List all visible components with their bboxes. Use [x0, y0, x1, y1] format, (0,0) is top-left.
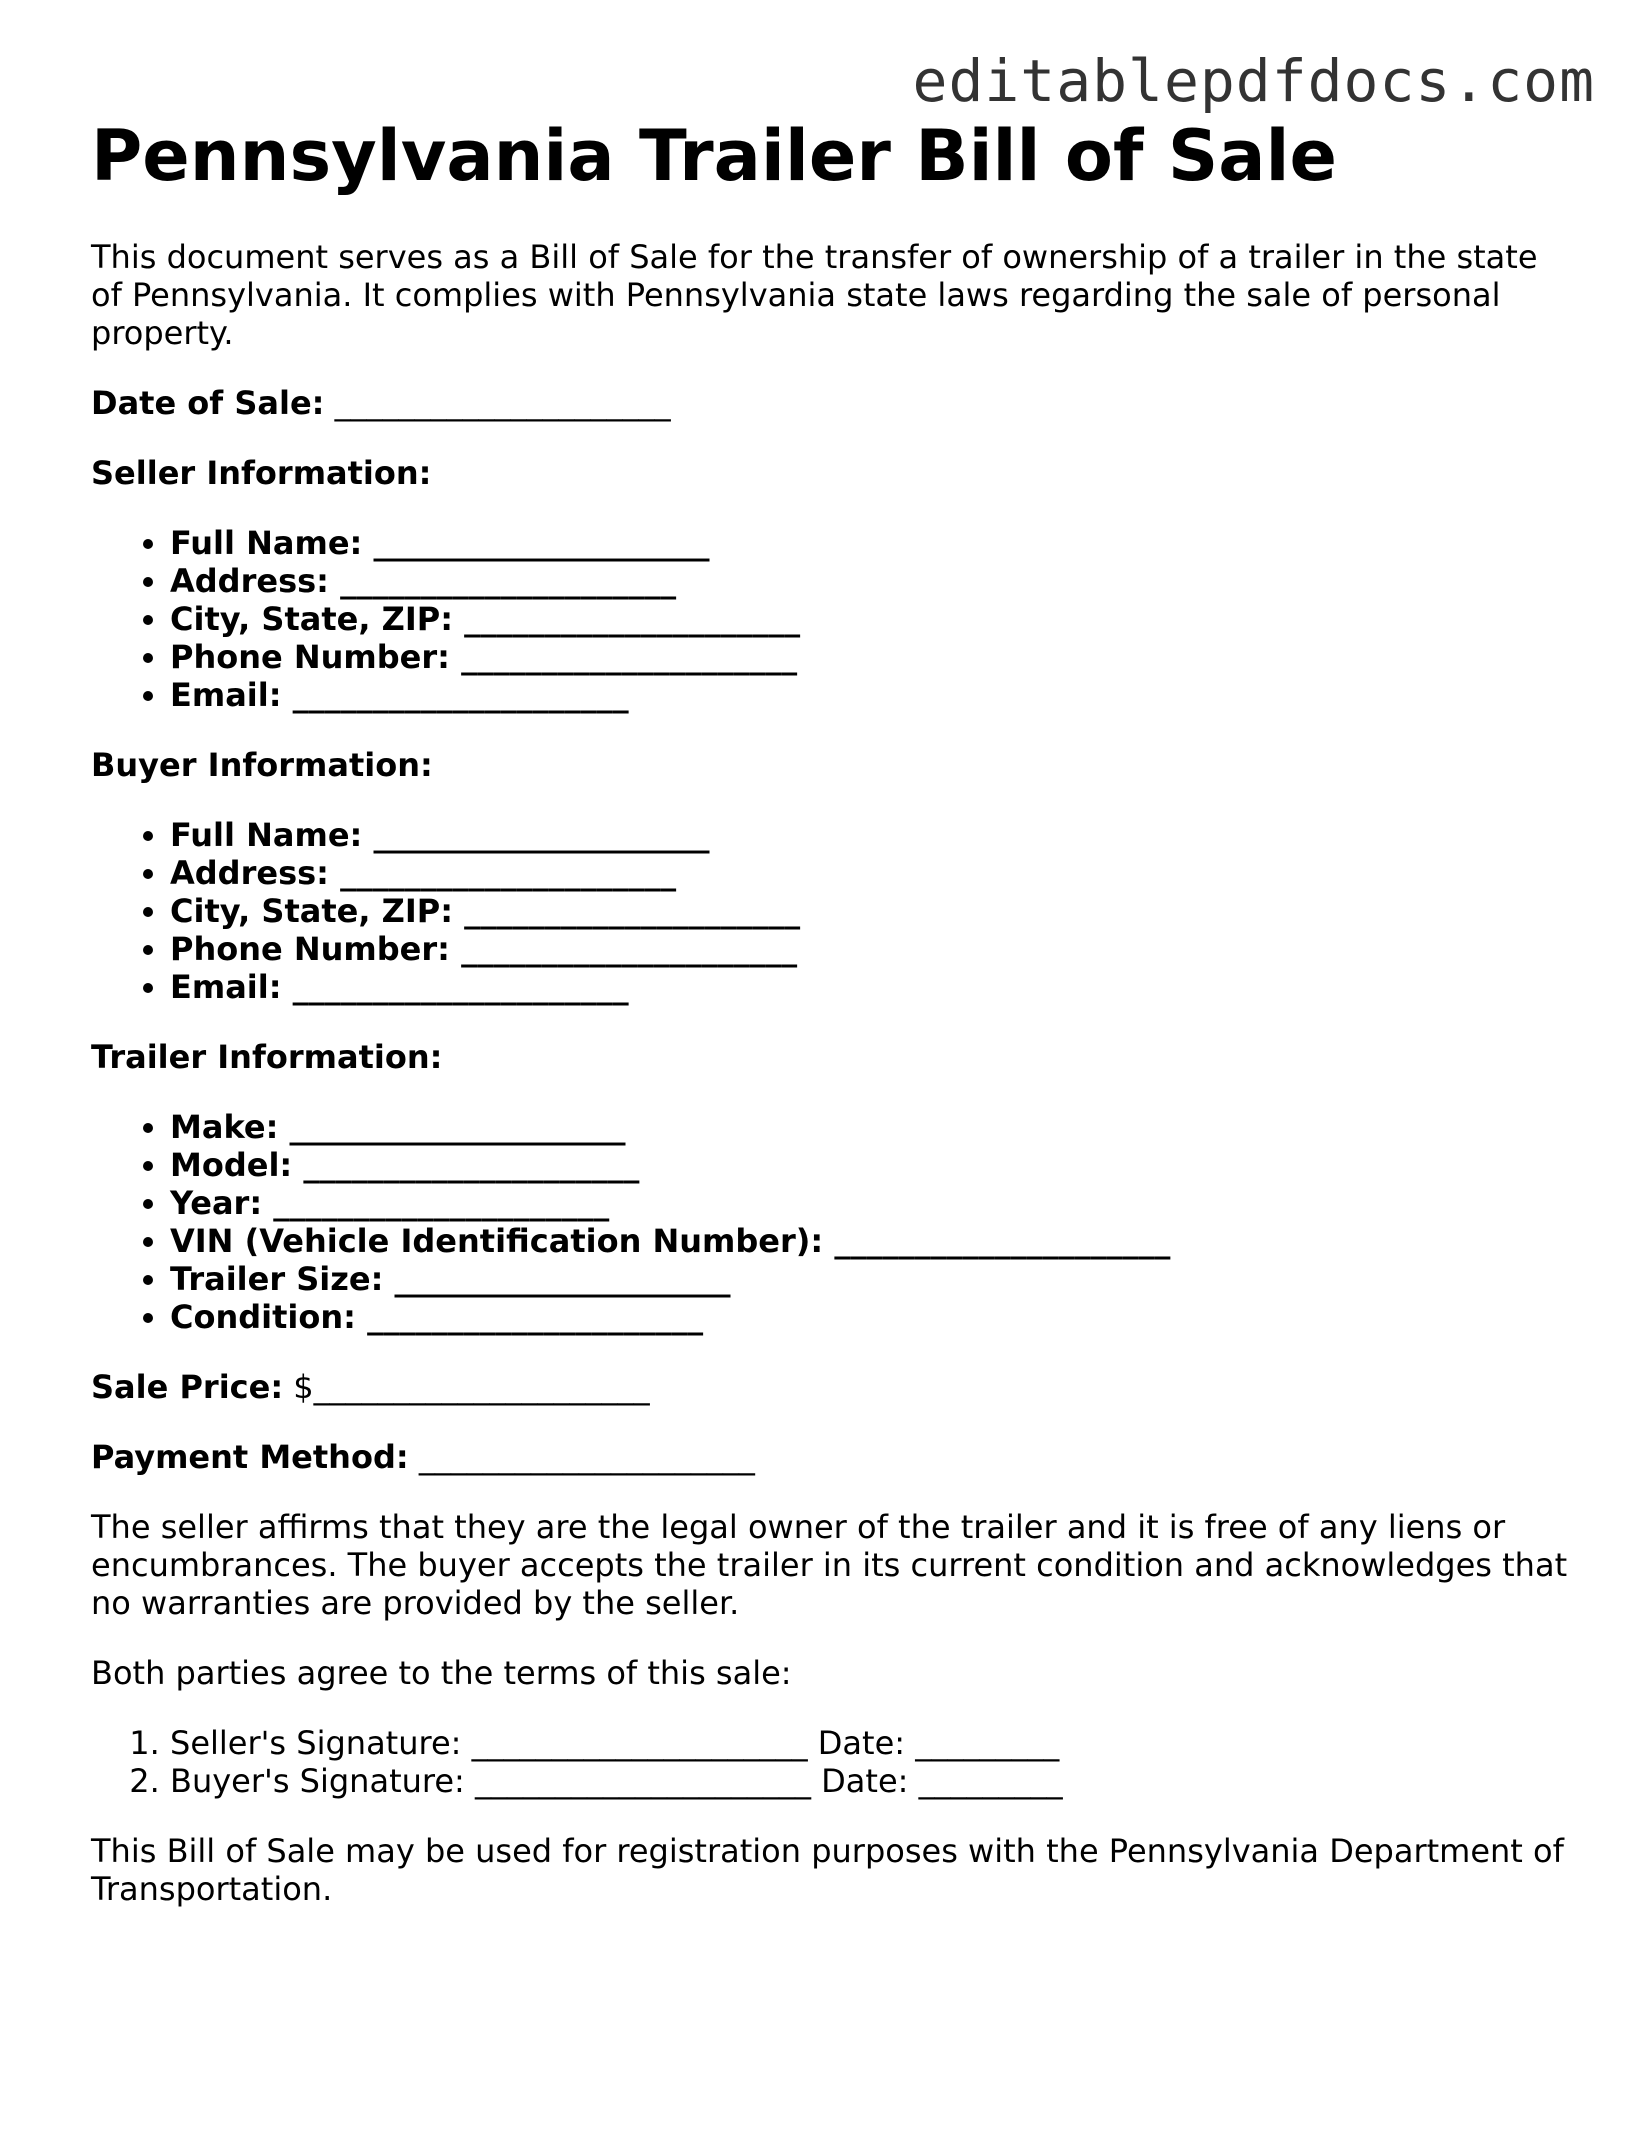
trailer-vin-field[interactable]: • VIN (Vehicle Identification Number): _____________________ [170, 1222, 1571, 1260]
trailer-condition-field[interactable]: • Condition: _____________________ [170, 1298, 1571, 1336]
trailer-year-field[interactable]: • Year: _____________________ [170, 1184, 1571, 1222]
buyer-email-field[interactable]: • Email: _____________________ [170, 968, 1571, 1006]
trailer-heading: Trailer Information: [91, 1038, 443, 1076]
buyer-city-state-zip-field[interactable]: • City, State, ZIP: _____________________ [170, 892, 1571, 930]
sale-price-label: Sale Price: [91, 1368, 284, 1406]
buyer-phone-field[interactable]: • Phone Number: _____________________ [170, 930, 1571, 968]
date-of-sale-blank[interactable]: _____________________ [334, 384, 671, 422]
seller-signature-line[interactable]: 1. Seller's Signature: _____________________ Date: _________ [170, 1724, 1571, 1762]
payment-method-label: Payment Method: [91, 1438, 409, 1476]
date-of-sale-line [91, 384, 1571, 422]
trailer-field-list [91, 1108, 1571, 1336]
document-page [91, 115, 1571, 1940]
affirmation-paragraph: The seller affirms that they are the legal owner of the trailer and it is free of any liens or encumbrances. The buyer accepts the trailer in its current condition and acknowledges that no warranties are provided by the seller. [91, 1508, 1568, 1622]
payment-method-line [91, 1438, 1571, 1476]
trailer-model-field[interactable]: • Model: _____________________ [170, 1146, 1571, 1184]
buyer-heading: Buyer Information: [91, 746, 433, 784]
seller-city-state-zip-field[interactable]: • City, State, ZIP: _____________________ [170, 600, 1571, 638]
sale-price-line [91, 1368, 1571, 1406]
trailer-make-field[interactable]: • Make: _____________________ [170, 1108, 1571, 1146]
seller-full-name-field[interactable]: • Full Name: _____________________ [170, 524, 1571, 562]
agreement-paragraph: Both parties agree to the terms of this sale: [91, 1654, 792, 1692]
sale-price-blank[interactable]: $_____________________ [293, 1368, 650, 1406]
buyer-signature-line[interactable]: 2. Buyer's Signature: _____________________ Date: _________ [170, 1762, 1571, 1800]
trailer-size-field[interactable]: • Trailer Size: _____________________ [170, 1260, 1571, 1298]
payment-method-blank[interactable]: _____________________ [418, 1438, 755, 1476]
buyer-field-list [91, 816, 1571, 1006]
seller-heading: Seller Information: [91, 454, 432, 492]
closing-paragraph: This Bill of Sale may be used for registration purposes with the Pennsylvania Department of Transportation. [91, 1832, 1564, 1908]
buyer-address-field[interactable]: • Address: _____________________ [170, 854, 1571, 892]
intro-paragraph: This document serves as a Bill of Sale for the transfer of ownership of a trailer in the state of Pennsylvania. It complies with Pennsylvania state laws regarding the sale of personal property. [91, 238, 1538, 352]
seller-field-list [91, 524, 1571, 714]
seller-email-field[interactable]: • Email: _____________________ [170, 676, 1571, 714]
watermark: editablepdfdocs.com [912, 47, 1595, 115]
signature-list [91, 1724, 1571, 1800]
seller-address-field[interactable]: • Address: _____________________ [170, 562, 1571, 600]
page-title: Pennsylvania Trailer Bill of Sale [91, 115, 1337, 197]
date-of-sale-label: Date of Sale: [91, 384, 325, 422]
seller-phone-field[interactable]: • Phone Number: _____________________ [170, 638, 1571, 676]
buyer-full-name-field[interactable]: • Full Name: _____________________ [170, 816, 1571, 854]
